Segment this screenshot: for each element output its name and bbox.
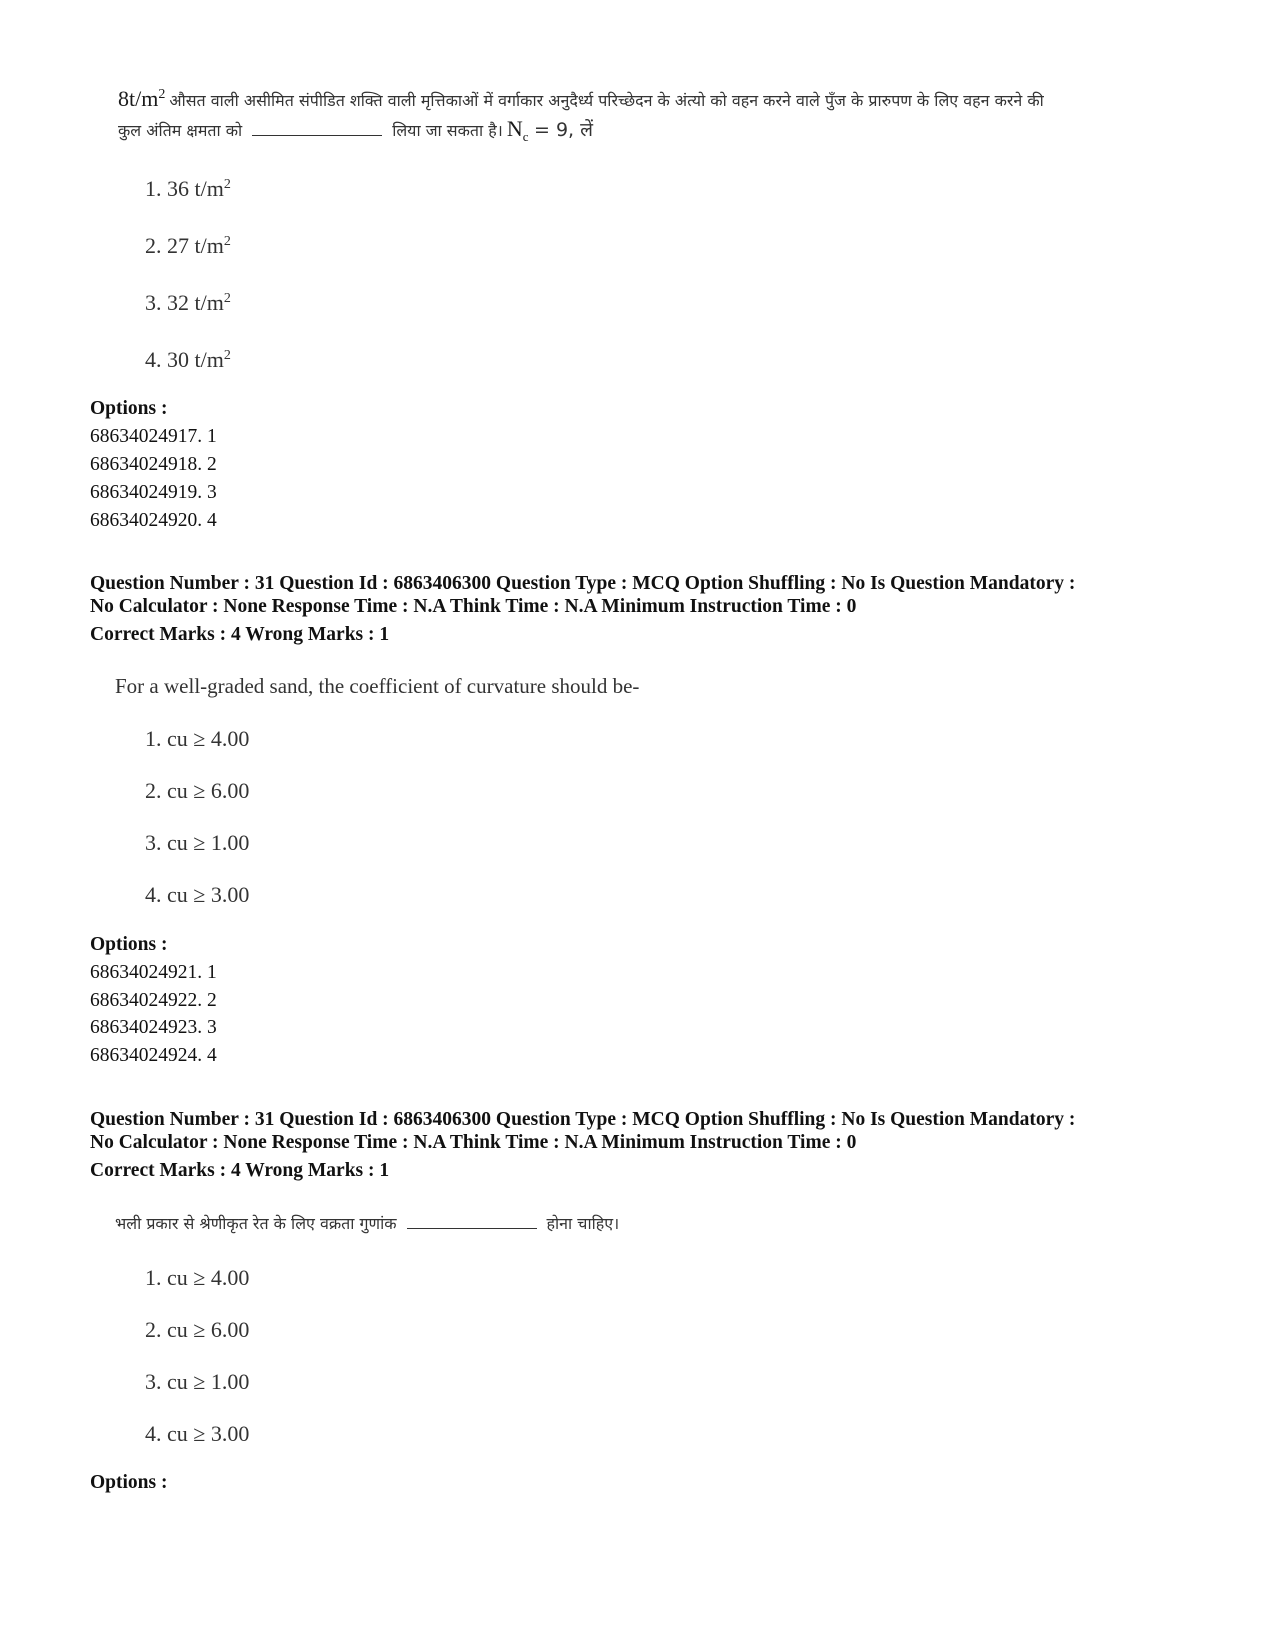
q30-option-id-3: 68634024919. 3 — [90, 482, 217, 503]
q31-en-choice-4: 4. cu ≥ 3.00 — [145, 882, 250, 907]
nc-expression: $N_c = 9$, लें — [506, 116, 593, 144]
q31-en-option-id-2: 68634024922. 2 — [90, 990, 217, 1011]
q30-choice-2: 2. 27 $t/m^2$ — [145, 233, 231, 258]
fill-in-blank — [252, 134, 382, 136]
q30-choice-4: 4. 30 $t/m^2$ — [145, 347, 231, 372]
q31-en-option-id-3: 68634024923. 3 — [90, 1017, 217, 1038]
q31-hi-question: भली प्रकार से श्रेणीकृत रेत के लिए वक्रता गुणांक होना चाहिए। — [115, 1214, 620, 1233]
q30-question-line2: कुल अंतिम क्षमता को लिया जा सकता है। $N_c = 9$, लें — [118, 116, 593, 144]
q30-option-id-2: 68634024918. 2 — [90, 454, 217, 475]
q31-en-choice-1: 1. cu ≥ 4.00 — [145, 726, 250, 751]
q31-en-choice-2: 2. cu ≥ 6.00 — [145, 778, 250, 803]
q30-option-id-4: 68634024920. 4 — [90, 510, 217, 531]
q31-en-options-label: Options : — [90, 934, 168, 955]
q31-hi-marks: Correct Marks : 4 Wrong Marks : 1 — [90, 1160, 390, 1181]
q30-choice-1: 1. 36 $t/m^2$ — [145, 176, 231, 201]
q31-en-choice-3: 3. cu ≥ 1.00 — [145, 830, 250, 855]
q30-choice-3: 3. 32 $t/m^2$ — [145, 290, 231, 315]
q31-en-option-id-4: 68634024924. 4 — [90, 1045, 217, 1066]
q30-load-value: $8t/m^2$ — [118, 86, 166, 111]
q31-hi-header-line1: Question Number : 31 Question Id : 6863406300 Question Type : MCQ Option Shuffling : No Is Question Mandatory : — [90, 1109, 1076, 1130]
fill-in-blank — [407, 1227, 537, 1229]
q31-en-marks: Correct Marks : 4 Wrong Marks : 1 — [90, 624, 390, 645]
q31-hi-choice-4: 4. cu ≥ 3.00 — [145, 1421, 250, 1446]
q31-en-question: For a well-graded sand, the coefficient of curvature should be- — [115, 674, 640, 698]
q31-en-header-line2: No Calculator : None Response Time : N.A Think Time : N.A Minimum Instruction Time : 0 — [90, 596, 857, 617]
q31-hi-choice-1: 1. cu ≥ 4.00 — [145, 1265, 250, 1290]
q31-hi-choice-2: 2. cu ≥ 6.00 — [145, 1317, 250, 1342]
q30-option-id-1: 68634024917. 1 — [90, 426, 217, 447]
q31-en-header-line1: Question Number : 31 Question Id : 6863406300 Question Type : MCQ Option Shuffling : No Is Question Mandatory : — [90, 573, 1076, 594]
q31-hi-header-line2: No Calculator : None Response Time : N.A Think Time : N.A Minimum Instruction Time : 0 — [90, 1132, 857, 1153]
q30-line1-text: औसत वाली असीमित संपीडित शक्ति वाली मृत्तिकाओं में वर्गाकार अनुदैर्ध्य परिच्छेदन के अंत्यो को वहन करने वाले पुँज के प्रारुपण के लिए वहन करने की — [169, 91, 1044, 110]
q31-hi-choice-3: 3. cu ≥ 1.00 — [145, 1369, 250, 1394]
q30-question-line1 — [118, 86, 1044, 112]
q31-hi-options-label: Options : — [90, 1472, 168, 1493]
q31-en-option-id-1: 68634024921. 1 — [90, 962, 217, 983]
q30-options-label: Options : — [90, 398, 168, 419]
